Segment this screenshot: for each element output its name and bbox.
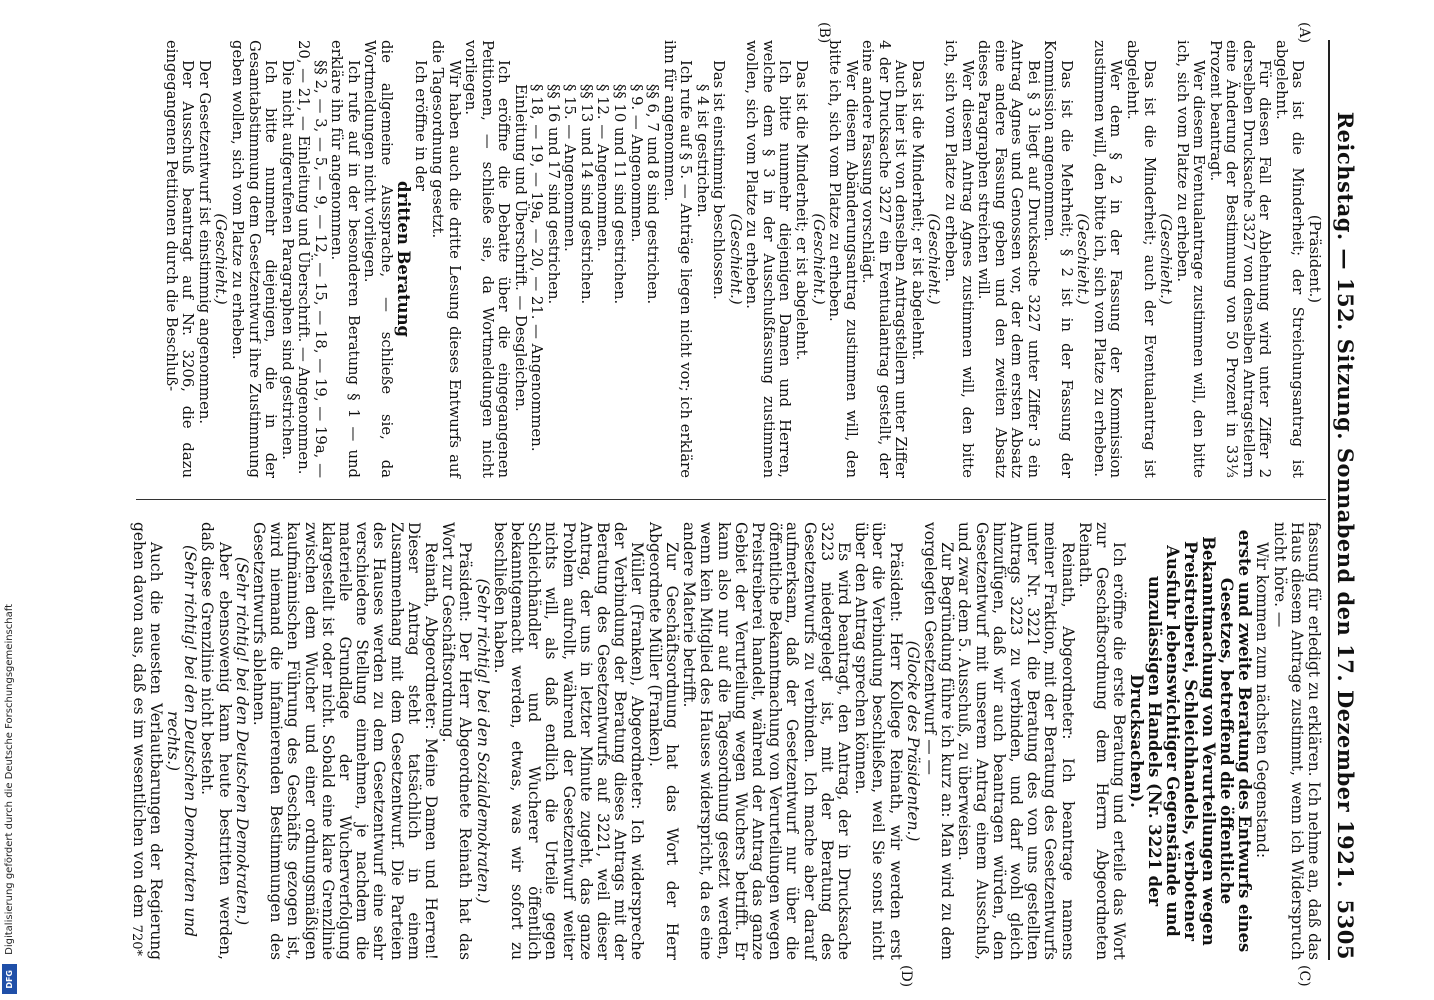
right-text-column — [122, 522, 1322, 960]
newspaper-page — [102, 0, 1392, 1000]
paragraph: Ich bitte nunmehr diejenigen Damen und Herren, welche dem § 3 in der Ausschußfassung zustimmen wollen, sich vom Platze zu erheben. — [743, 40, 794, 478]
paragraph: Ich bitte nunmehr diejenigen, die in der Gesamtabstimmung dem Gesetzentwurf ihre Zustimmung geben wollen, sich vom Platze zu erheben. — [229, 40, 280, 478]
sheet-id: 720* — [129, 924, 144, 956]
paragraph: Es wird beantragt, den Antrag, der in Drucksache 3223 niedergelegt ist, mit der Beratung des Gesetzentwurfs zu verbinden. Ich mache aber darauf aufmerksam, daß der Gesetzentwurf nur über die öffentliche Bekanntmachung von Verurteilungen wegen Preistreiberei handelt, während der Antrag das ganze Gebiet der Verurteilung wegen Wuchers betrifft. Er kann also nur auf die Tagesordnung gesetzt werden, wenn kein Mitglied des Hauses widerspricht, da es eine andere Materie betrifft. — [680, 522, 853, 960]
column-divider — [136, 499, 1326, 500]
margin-mark-b: (B) — [816, 22, 832, 44]
paragraph: Das ist die Mehrheit; § 2 ist in der Fassung der Kommission angenommen. — [1041, 40, 1075, 478]
paragraph: (Geschieht.) — [1074, 213, 1092, 305]
paragraph: Die nicht aufgerufenen Paragraphen sind gestrichen. — [278, 60, 296, 460]
left-text-column — [122, 40, 1322, 478]
paragraph: Für diesen Fall der Ablehnung wird unter Ziffer 2 derselben Drucksache 3327 von denselben Antragstellern eine Änderung der Bestimmung von 50 Prozent in 33⅓ Prozent beantragt. — [1206, 40, 1274, 478]
paragraph: (Geschieht.) — [1157, 213, 1175, 305]
paragraph: fassung für erledigt zu erklären. Ich nehme an, daß das Haus diesem Antrage zustimmt, wenn ich Widerspruch nicht höre. — — [1270, 522, 1323, 960]
paragraph: Reinath, Abgeordneter: Ich beantrage namens meiner Fraktion, mit der Beratung des Gesetzentwurfs unter Nr. 3221 die Beratung des von uns gestellten Antrags 3223 zu verbinden, und darf wohl gleich hinzufügen, daß wir auch beantragen würden, den Gesetzentwurf mit unserem Antrag einem Ausschuß, und zwar dem 5. Ausschuß, zu überweisen. — [955, 522, 1077, 960]
paragraph: Zur Begründung führe ich kurz an: Man wird zu dem vorgelegten Gesetzentwurf — — — [920, 522, 957, 960]
paragraph: §§ 10 und 11 sind gestrichen. — [611, 84, 629, 305]
paragraph: (Sehr richtig! bei den Deutschen Demokraten und rechts.) — [164, 544, 200, 938]
paragraph: Der Ausschuß beantragt auf Nr. 3206, die dazu eingegangenen Petitionen durch die Beschluß- — [162, 40, 197, 478]
paragraph: Ich rufe auf in der besonderen Beratung § 1 — und erkläre ihn für angenommen. — [328, 40, 362, 478]
paragraph: §§ 16 und 17 sind gestrichen. — [544, 84, 562, 305]
dfg-logo-text: DFG — [5, 969, 14, 989]
paragraph: Aber ebensowenig kann heute bestritten werden, daß diese Grenzlinie nicht besteht. — [198, 522, 234, 960]
paragraph: dritten Beratung — [393, 181, 413, 337]
page-number: 5305 — [1333, 899, 1358, 960]
paragraph: (Glocke des Präsidenten.) — [903, 640, 922, 842]
paragraph: Wir kommen zum nächsten Gegenstand: — [1253, 542, 1272, 859]
paragraph: (Geschieht.) — [212, 213, 230, 305]
paragraph: § 18, — 19, — 19a, — 20, — 21. — Angenommen. — [528, 84, 546, 452]
paragraph: erste und zweite Beratung des Entwurfs eines Gesetzes, betreffend die öffentliche Bekanntmachung von Verurteilungen wegen Preistreiberei, Schleichhandels, verbotener Ausfuhr lebenswichtiger Gegenstände und unzulässigen Handels (Nr. 3221 der Drucksachen). — [1127, 529, 1255, 953]
paragraph: § 12. — Angenommen. — [594, 84, 612, 252]
paragraph: Zur Geschäftsordnung hat das Wort der Herr Abgeordnete Müller (Franken). — [645, 522, 681, 960]
paragraph: Präsident: Herr Kollege Reinath, wir werden erst über die Verbindung beschließen, weil Sie sonst nicht über den Antrag sprechen können. — [852, 522, 905, 960]
dfg-logo — [2, 964, 17, 994]
paragraph: Das ist die Minderheit; der Streichungsantrag ist abgelehnt. — [1272, 40, 1307, 478]
paragraph: §§ 2, — 3, — 5, — 9, — 12, — 15, — 18, — 19, — 19a, — 20, — 21, — Einleitung und Überschrift. — Angenommen. — [295, 40, 329, 478]
paragraph: Ich eröffne in der — [412, 60, 430, 191]
page-title: Reichstag. — 152. Sitzung. Sonnabend den 17. Dezember 1921. — [1333, 111, 1358, 889]
paragraph: (Geschieht.) — [726, 213, 744, 305]
paragraph: § 15. — Angenommen. — [561, 84, 579, 252]
paragraph: § 4 ist gestrichen. — [693, 84, 711, 218]
paragraph: Wer diesem Antrag Agnes zustimmen will, den bitte ich, sich vom Platze zu erheben. — [941, 40, 976, 478]
paragraph: Wir haben auch die dritte Lesung dieses Entwurfs auf die Tagesordnung gesetzt. — [429, 40, 463, 478]
paragraph: Wer dem § 2 in der Fassung der Kommission zustimmen will, den bitte ich, sich vom Platze zu erheben. — [1090, 40, 1125, 478]
paragraph: Der Gesetzentwurf ist einstimmig angenommen. — [195, 60, 213, 425]
paragraph: Das ist die Minderheit; er ist abgelehnt. — [793, 60, 811, 361]
paragraph: Reinath, Abgeordneter: Meine Damen und Herren! Dieser Antrag steht tatsächlich in einem Zusammenhang mit dem Gesetzentwurf. Die Parteien des Hauses werden zu dem Gesetzentwurf eine sehr verschiedene Stellung einnehmen, je nachdem die materielle Grundlage der Wucherverfolgung klargestellt ist oder nicht. Sobald eine klare Grenzlinie zwischen dem Wucher und einer ordnungsmäßigen kaufmännischen Führung des Geschäfts gezogen ist, wird niemand die infamierenden Bestimmungen des Gesetzentwurfs ablehnen. — [250, 522, 441, 960]
paragraph: Das ist einstimmig beschlossen. — [710, 60, 728, 300]
paragraph: Auch hier ist von denselben Antragstellern unter Ziffer 4 der Drucksache 3227 ein Eventualantrag gestellt, der eine andere Fassung vorschlägt. — [859, 40, 910, 478]
paragraph: Wer diesem Eventualantrage zustimmen will, den bitte ich, sich vom Platze zu erheben. — [1173, 40, 1208, 478]
paragraph: (Geschieht.) — [925, 213, 943, 305]
paragraph: § 9. — Angenommen. — [627, 84, 645, 243]
paragraph: (Sehr richtig! bei den Sozialdemokraten.) — [473, 578, 492, 904]
digitization-credit: Digitalisierung gefördert durch die Deutsche Forschungsgemeinschaft — [4, 604, 15, 955]
paragraph: §§ 6, 7 und 8 sind gestrichen. — [644, 84, 662, 305]
paragraph: (Präsident.) — [1306, 214, 1323, 304]
paragraph: §§ 13 und 14 sind gestrichen. — [577, 84, 595, 305]
paragraph: Ich eröffne die Debatte über die eingegangenen Petitionen, — schließe sie, da Wortmeldungen nicht vorliegen. — [462, 40, 513, 478]
paragraph: (Geschieht.) — [809, 213, 827, 305]
page-header — [1328, 40, 1360, 960]
paragraph: Müller (Franken), Abgeordneter: Ich widerspreche der Verbindung der Beratung dieses Antrags mit der Beratung des Gesetzentwurfs auf 3221, weil dieser Antrag, der uns in letzter Minute zugeht, das ganze Problem aufrollt, während der Gesetzentwurf weiter nichts will, als daß endlich die Urteile gegen Schleichhändler und Wucherer öffentlich bekanntgemacht werden, etwas, was wir sofort zu beschließen haben. — [490, 522, 647, 960]
paragraph: Ich eröffne die erste Beratung und erteile das Wort zur Geschäftsordnung dem Herrn Abgeordneten Reinath. — [1075, 522, 1129, 960]
margin-mark-c: (C) — [1296, 965, 1312, 987]
paragraph: Das ist die Minderheit; auch der Eventualantrag ist abgelehnt. — [1123, 40, 1158, 478]
paragraph: Das ist die Minderheit; er ist abgelehnt. — [908, 60, 926, 361]
paragraph: (Sehr richtig! bei den Deutschen Demokraten.) — [232, 556, 251, 926]
margin-mark-d: (D) — [898, 965, 914, 988]
paragraph: Wer diesem Abänderungsantrag zustimmen will, den bitte ich, sich vom Platze zu erheben. — [826, 40, 860, 478]
paragraph: Auch die neuesten Verlautbarungen der Regierung gehen davon aus, daß es im wesentlichen von dem — [129, 522, 165, 960]
paragraph: Präsident: Der Herr Abgeordnete Reinath hat das Wort zur Geschäftsordnung. — [439, 522, 475, 960]
paragraph: Einleitung und Überschrift. — Desgleichen. — [511, 84, 529, 412]
paragraph: Bei § 3 liegt auf Drucksache 3227 unter Ziffer 3 ein Antrag Agnes und Genossen vor, der dem ersten Absatz eine andere Fassung geben und den zweiten Absatz dieses Paragraphen streichen will. — [975, 40, 1042, 478]
margin-mark-a: (A) — [1296, 22, 1312, 44]
paragraph: Ich rufe auf § 5. — Anträge liegen nicht vor; ich erkläre ihn für angenommen. — [660, 40, 695, 478]
paragraph: die allgemeine Aussprache, — schließe sie, da Wortmeldungen nicht vorliegen. — [361, 40, 395, 478]
